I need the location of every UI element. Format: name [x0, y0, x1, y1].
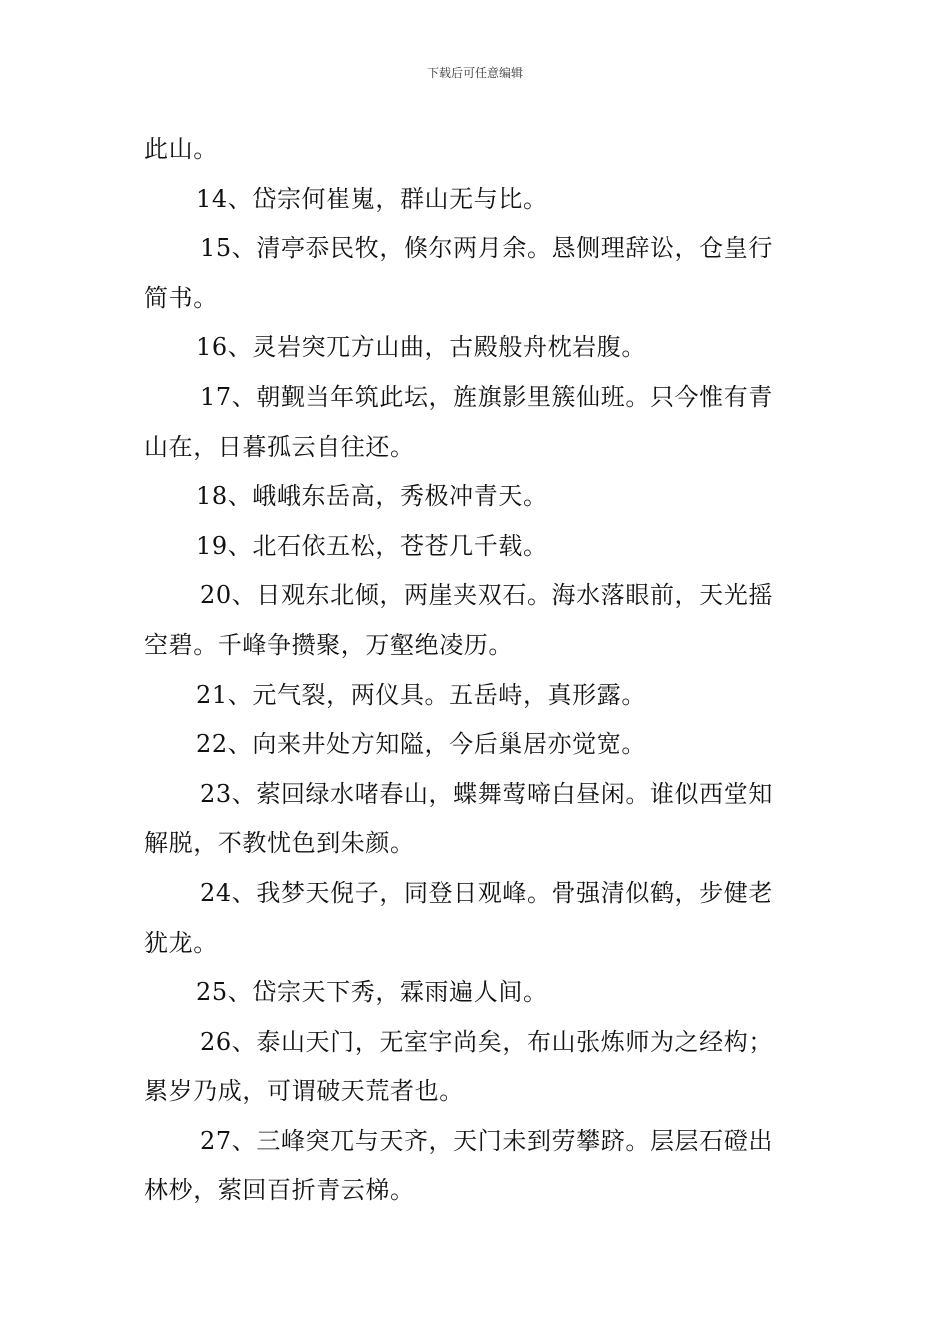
text-line: 简书。	[144, 283, 218, 312]
text-line: 犹龙。	[144, 928, 218, 957]
text-line: 20、日观东北倾，两崖夹双石。海水落眼前，天光摇	[200, 581, 773, 610]
text-line: 22、向来井处方知隘，今后巢居亦觉宽。	[196, 730, 646, 759]
text-line: 26、泰山天门，无室宇尚矣，布山张炼师为之经构；	[200, 1027, 773, 1056]
document-body	[144, 125, 806, 1216]
page-header: 下载后可任意编辑	[426, 66, 523, 80]
text-line: 17、朝觐当年筑此坛，旌旗影里簇仙班。只今惟有青	[200, 382, 773, 411]
text-line: 14、岱宗何崔嵬，群山无与比。	[196, 184, 548, 213]
text-line: 16、灵岩突兀方山曲，古殿般舟枕岩腹。	[196, 333, 646, 362]
text-line: 此山。	[144, 135, 218, 163]
text-line: 15、清亭忝民牧，倏尔两月余。恳侧理辞讼，仓皇行	[200, 234, 773, 263]
text-line: 27、三峰突兀与天齐，天门未到劳攀跻。层层石磴出	[200, 1126, 773, 1155]
text-line: 21、元气裂，两仪具。五岳峙，真形露。	[196, 680, 646, 709]
text-line: 23、萦回绿水啫春山，蝶舞莺啼白昼闲。谁似西堂知	[200, 779, 773, 808]
text-line: 解脱，不教忧色到朱颜。	[144, 829, 415, 858]
text-line: 林杪，萦回百折青云梯。	[144, 1176, 415, 1205]
text-line: 山在，日暮孤云自往还。	[144, 432, 415, 461]
text-line: 24、我梦天倪子，同登日观峰。骨强清似鹤，步健老	[200, 878, 773, 907]
text-line: 18、峨峨东岳高，秀极冲青天。	[196, 482, 548, 511]
text-line: 累岁乃成，可谓破天荒者也。	[144, 1077, 464, 1106]
text-line: 25、岱宗天下秀，霖雨遍人间。	[196, 978, 548, 1007]
text-line: 19、北石依五松，苍苍几千载。	[196, 531, 548, 560]
text-line: 空碧。千峰争攒聚，万壑绝凌历。	[144, 630, 513, 659]
